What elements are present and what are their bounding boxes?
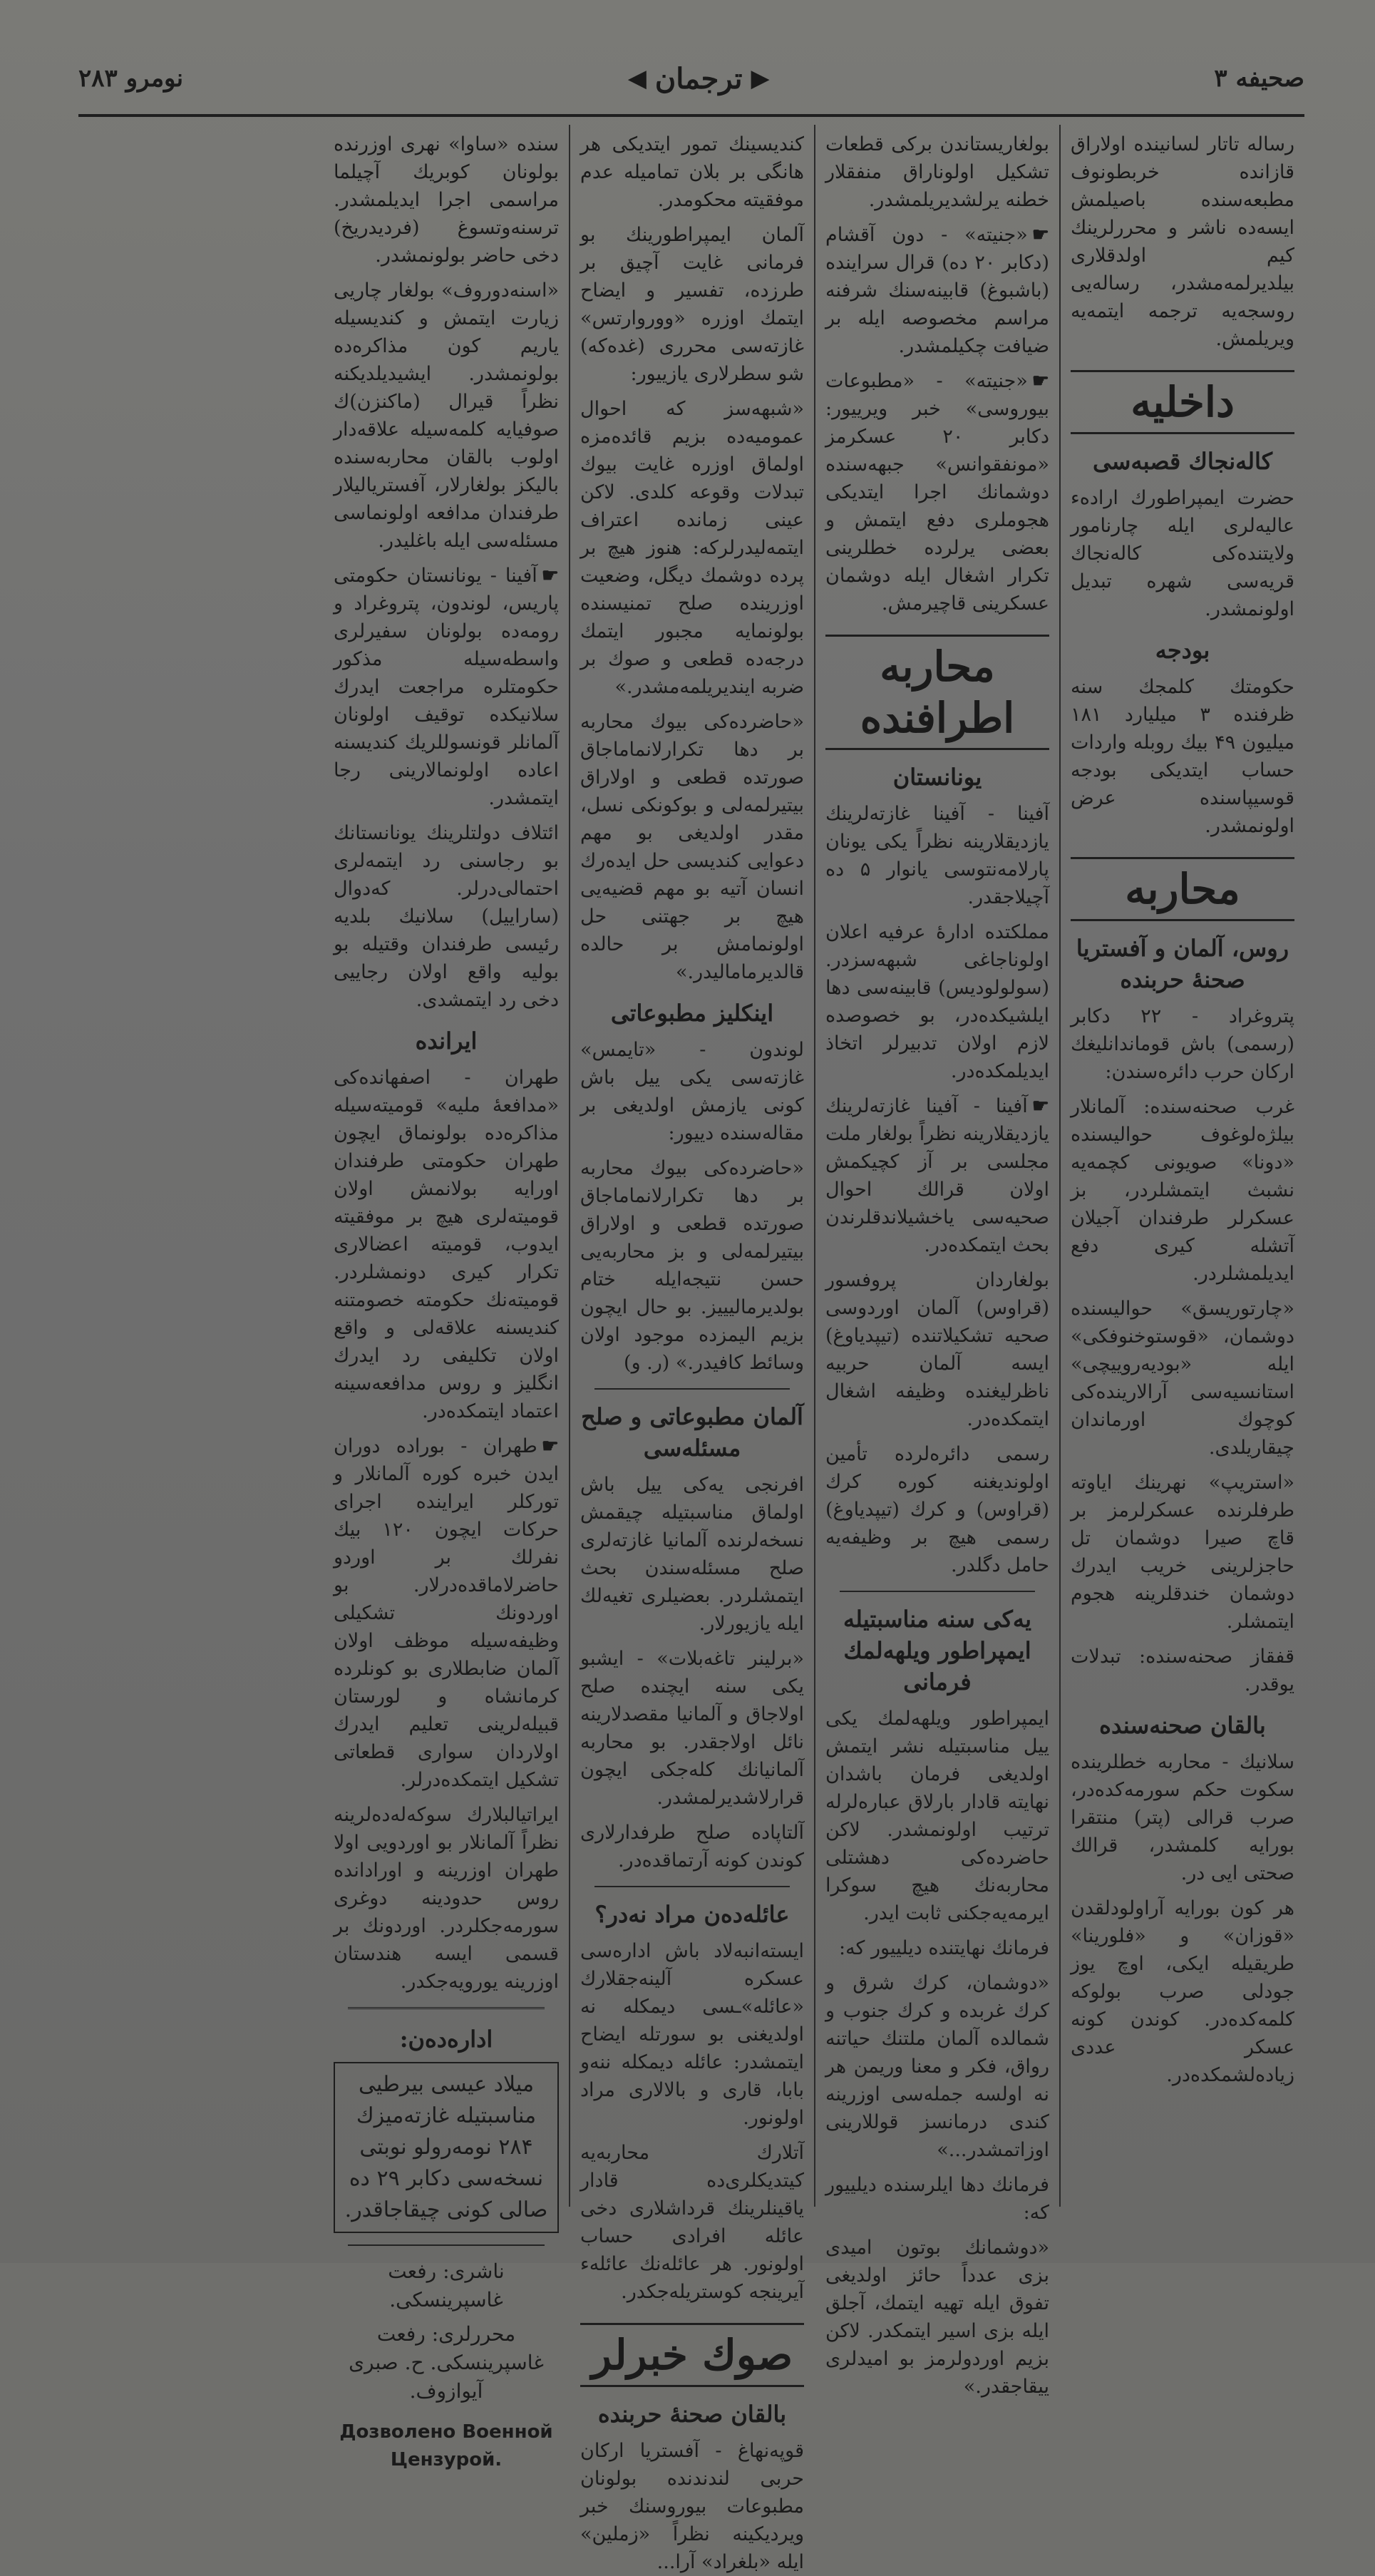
kalanjak-heading: كاله‌نجاك قصبه‌سی: [1092, 448, 1273, 475]
news-paragraph: [825, 221, 1049, 360]
german-press-heading: آلمان مطبوعاتی و صلح مسئله‌سی: [581, 1403, 803, 1462]
news-paragraph: آلمان ایمپراطورینك بو فرمانی غایت آچیق بر طرزده، تفسیر و ایضاح ایتمك اوزره «ووروارتس» غازته‌سی محرری (غده‌كه) شو سطرلاری یازییور:: [580, 224, 804, 385]
divider: [840, 1591, 1035, 1592]
english-press-heading: اینكلیز مطبوعاتی: [610, 1000, 774, 1027]
kalanjak-paragraph: حضرت ایمپراطورك اراده‌ء عالیه‌لری ایله چارنامور ولایتنده‌كی كاله‌نجاك قریه‌سی شهره تبدیل اولونمشدر.: [1071, 487, 1294, 620]
iran-paragraph: طهران - اصفهانده‌كی «مدافعهٔ ملیه» قومیته‌سیله مذاكره‌ده بولونماق ایچون طهران حكومتی طرفندان اورایه بولانمش اولان قومیته‌لری هیچ بر موفقیته ایدوب، قومیته اعضالاری تكرار كیری دونمشلردر. قومیته‌نك حكومته خصومتنه كندیسنه علاقه‌لی و واقع اولان تكلیفی رد ایدرك انگلیز و روس مدافعه‌سینه اعتماد ایتمكده‌در.: [334, 1067, 559, 1422]
administration-notice: میلاد عیسی بیرطیی مناسبتیله غازته‌میزك ۲۸۴ نومه‌رولو نوبتی نسخه‌سی دكابر ۲۹ ده صالی كونی چیقاجاقدر.: [334, 2062, 559, 2233]
pointing-hand-icon: ☛: [1031, 224, 1049, 246]
newspaper-title: ترجمان: [654, 61, 743, 96]
new-year-paragraph: ایمپراطور ویلهه‌لمك یكی ییل مناسبتیله نشر ایتمش اولدیغی فرمان باشدان نهایته قادار بارلاق عباره‌لرله ترتیب اولونمشدر. لاكن حاضرده‌كی دهشتلی محاربه‌نك هیچ سوكرا ایرمه‌یه‌جكنی ثابت ایدر.: [825, 1708, 1049, 1924]
section-title-latest-news: صوك خبرلر: [580, 2323, 804, 2387]
english-press-paragraph: «حاضرده‌كی بیوك محاربه بر دها تكرارلانماماجاق صورتده قطعی و اولاراق بیتیرلمه‌لی و بز محاربه‌یی حسن نتیجه‌ایله ختام بولدیرمالیییز. بو حال ایچون بزیم الیمزده موجود اولان وسائط كافیدر.» (ر. و): [580, 1157, 804, 1374]
iran-paragraph: ایراتیالبلارك سوكه‌له‌ده‌لرینه نظراً آلمانلار بو اوردویی اولا طهران اوزرینه و اورادانده روس حدودینه دوغری سورمه‌جكلردر. اوردونك بر قسمی ایسه هندستان اوزرینه یورویه‌جكدر.: [334, 1804, 559, 1993]
iran-heading: ایرانده: [415, 1027, 478, 1054]
intro-paragraph: رساله تاتار لسانینده اولاراق قازانده خربطونوف مطبعه‌سنده باصیلمش ایسه‌ده ناشر و محررلرینك كیم اولدقلاری بیلدیرلمه‌مشدر، رساله‌یی روسجه‌یه ترجمه ایتمه‌یه ویریلمش.: [1071, 133, 1294, 350]
greece-paragraph: [825, 1092, 1049, 1259]
news-text: «جنیته» - «مطبوعات بیوروسی» خبر ویرییور: دكابر ۲۰ عسكرمز «مونفقوانس» جبهه‌سنده دوشمانك اجرا ایتدیكی هجوملری دفع ایتمش و بعضی یرلرده خطلرینی تكرار اشغال ایله دوشمان عسكرینی قاچیرمش.: [825, 370, 1049, 615]
latest-news-subheading: بالقان صحنهٔ حربنده: [597, 2401, 787, 2428]
iran-text: طهران - بوراده دوران ایدن خبره كوره آلمانلار و توركلر ایراینده اجرای حركات ایچون ۱۲۰ بیك نفرلك بر اوردو حاضرلاماقده‌درلار. بو اوردونك تشكیلی وظیفه‌سیله موظف اولان آلمان ضابطلاری بو كونلرده كرمانشاه و لورستان قبیله‌لرینی تعلیم ایدرك اولاردان سواری قطعاتی تشكیل ایتمكده‌درلر.: [334, 1435, 559, 1791]
german-press-paragraph: آلتاپاده صلح طرفدارلاری كوندن كونه آرتماقده‌در.: [580, 1822, 804, 1872]
news-paragraph: [825, 367, 1049, 617]
latest-news-paragraph: قوپه‌نهاغ - آفستریا اركان حربی لندندنده بولونان مطبوعات بیوروسنك خبر ویردیكینه نظراً «زملین» ایله «بلغراد» آرا...: [580, 2440, 804, 2573]
section-title-around-war: محاربه اطرافنده: [825, 635, 1049, 750]
balkan-paragraph: سلانیك - محاربه خطلرینده سكوت حكم سورمه‌كده‌در، صرب قرالی (پتر) منتقرا بورایه كلمشدر، قرالك صحتی ایی در.: [1071, 1751, 1294, 1884]
greece-heading: یونانستان: [892, 764, 982, 791]
new-year-paragraph: فرمانك دها ایلرسنده دیلییور كه:: [825, 2174, 1049, 2224]
athens-text: آفینا - یونانستان حكومتی پاریس، لوندون، پتروغراد و رومه‌ده بولونان سفیرلری واسطه‌سیله مذكور حكومتلره مراجعت ایدرك سلانیكده توقیف اولونان آلمانلر قونسوللریك كندیسنه اعاده اولونمالارینی رجا ایتمشدر.: [334, 565, 559, 809]
censorship-note: Дозволено Военной Цензурой.: [339, 2421, 553, 2470]
divider: [348, 2007, 545, 2012]
news-paragraph: سنده «ساوا» نهری اوزرنده بولونان كوبریك آچیلما مراسمی اجرا ایدیلمشدر. ترسنه‌وتسوغ (فردیدریخ) دخی حاضر بولونمشدر.: [334, 133, 559, 267]
section-title-war: محاربه: [1071, 857, 1294, 921]
balkan-paragraph: هر كون بورایه آراولودلقدن «قوزان» و «فلورینا» طریقیله ایكی، اوچ یوز جودلی صرب بولوكه كلمه‌كده‌در. كوندن كونه عسكر عددی زیاده‌لشمكده‌در.: [1071, 1897, 1294, 2086]
war-paragraph: «استریپ» نهرینك ایاوته طرفلرنده عسكرلرمز بر قاچ صیرا دوشمان تل حاجزلرینی خریب ایدرك دوشمان خندقلرینه هجوم ایتمشلر.: [1071, 1472, 1294, 1633]
family-question-paragraph: آتلارك محاربه‌یه كیتدیكلری‌ده قادار یاقینلرینك قرداشلاری دخی عائله افرادی حساب اولونور. هر عائله‌نك عائله‌ء آیرینجه كوستریله‌جكدر.: [580, 2142, 804, 2303]
news-paragraph: «شبهه‌سز كه احوال عمومیه‌ده بزیم قائده‌مزه اولماق اوزره غایت بیوك تبدلات وقوعه كلدی. لاكن عینی زمانده اعتراف ایتمه‌لیدرلركه: هنوز هیچ بر پرده دوشمك دیگل، وضعیت اوزرینده صلح تمنیسنده بولونمایه مجبور ایتمك درجه‌ده قطعی و صوك بر ضربه ایندیریلمه‌مشدر.»: [580, 398, 804, 698]
masthead-title-block: [628, 62, 770, 96]
news-text: «جنیته» - دون آقشام (دكابر ۲۰ ده) قرال سراینده (باشبوغ) قابینه‌سنك شرفنه مراسم مخصوصه ایله بر ضیافت چكیلمشدر.: [825, 224, 1049, 357]
right-ornament-icon: ▶: [751, 64, 770, 93]
column-3: [569, 125, 814, 2573]
columns: [78, 125, 1304, 2573]
editors-line: محررلری: رفعت غاسپرینسكی. ح. صبری آیوازوف.: [349, 2322, 544, 2403]
issue-number: نومرو ۲۸۳: [78, 64, 184, 93]
page-number: صحیفه ۳: [1214, 64, 1304, 93]
new-year-heading: یه‌كی سنه مناسبتیله ایمپراطور ویلهه‌لمك فرمانی: [843, 1606, 1031, 1695]
greece-paragraph: آفینا - آفینا غازته‌لرینك یازدیقلارینه نظراً یكی یونان پارلامه‌نتوسی یانوار ۵ ده آچیلاجقدر.: [825, 803, 1049, 908]
war-paragraph: قفقاز صحنه‌سنده: تبدلات یوقدر.: [1071, 1646, 1294, 1695]
iran-paragraph: [334, 1432, 559, 1794]
left-ornament-icon: ◀: [627, 64, 647, 93]
balkan-heading: بالقان صحنه‌سنده: [1099, 1712, 1266, 1739]
pointing-hand-icon: ☛: [541, 1435, 559, 1457]
greece-paragraph: مملكتده ادارهٔ عرفیه اعلان اولوناجاغی شبهه‌سزدر. (سولولودیس) قابینه‌سی دها ایلشیكده‌در، بو خصوصده لازم اولان تدبیرلر اتخاذ ایدیلمكده‌در.: [825, 921, 1049, 1082]
new-year-paragraph: «دوشمانك بوتون امیدی بزی عدداً حائز اولدیغی تفوق ایله تهیه ایتمك، آجلق ایله بزی اسیر ایتمكدر. لاكن بزیم اوردولرمز بو امیدلری ییقاجقدر.»: [825, 2237, 1049, 2398]
section-title-domestic: داخلیه: [1071, 370, 1294, 434]
war-paragraph: پترو‌غراد - ۲۲ دكابر (رسمی) باش قوماندانلیغك اركان حرب دائره‌سندن:: [1071, 1005, 1294, 1083]
english-press-paragraph: لوندون - «تایمس» غازته‌سی یكی ییل باش كونی یازمش اولدیغی بر مقاله‌سنده دییور:: [580, 1039, 804, 1144]
german-press-paragraph: افرنجی یه‌كی ییل باش اولماق مناسبتیله چیقمش نسخه‌لرنده آلمانیا غازته‌لری صلح مسئله‌سندن بحث ایتمشلردر. بعضیلری تغیه‌لك ایله یازیورلار.: [580, 1474, 804, 1635]
column-4: [324, 125, 569, 2470]
pointing-hand-icon: ☛: [541, 565, 559, 587]
column-2: [814, 125, 1059, 2398]
news-paragraph: كندیسینك تمور ایتدیكی هر هانگی بر بلان تمامیله عدم موفقیته محكومدر.: [580, 133, 804, 211]
german-press-paragraph: «برلینر تاغه‌بلات» - ایشبو یكی سنه ایچنده صلح اولاجاق و آلمانیا مقصدلارینه نائل اولاجقدر. بو محاربه آلمانیانك كله‌جكی ایچون قرارلاشدیرلمشدر.: [580, 1648, 804, 1809]
publisher-line: ناشری: رفعت غاسپرینسكی.: [388, 2259, 505, 2311]
pointing-hand-icon: ☛: [1031, 1095, 1049, 1117]
masthead: [78, 43, 1304, 117]
athens-paragraph: ائتلاف دولتلرینك یونانستانك بو رجاسنی رد ایتمه‌لری احتمالی‌درلر. كه‌دوال (ساراییل) سلانیك بلدیه رئیسی طرفندان وقتیله بو بولیه واقع اولان رجاییی دخی رد ایتمشدی.: [334, 822, 559, 1011]
pointing-hand-icon: ☛: [1031, 370, 1049, 392]
new-year-paragraph: فرمانك نهایتنده دیلییور كه:: [838, 1937, 1049, 1959]
column-1: [1059, 125, 1304, 2207]
divider: [348, 2244, 545, 2246]
family-question-heading: عائله‌ده‌ن مراد نه‌در؟: [594, 1901, 790, 1928]
administration-heading: اداره‌ده‌ن:: [399, 2026, 493, 2053]
war-paragraph: «چارتوریسق» حوالیسنده دوشمان، «قوستوخنوفكی» ایله «بودیه‌روییچی» استانسیه‌سی آرالارینده‌كی كوچوك اورماندان چیقاریلدی.: [1071, 1298, 1294, 1459]
athens-paragraph: [334, 562, 559, 812]
war-subheading: روس، آلمان و آفستریا صحنهٔ حربنده: [1076, 935, 1289, 993]
greece-paragraph: بولغاردان پروفسور (قراوس) آلمان اوردوسی صحیه تشكیلاتنده (تیپدیاوغ) ایسه آلمان حربیه ناظرلیغنده وظیفه اشغال ایتمكده‌در.: [825, 1269, 1049, 1430]
divider: [594, 1886, 790, 1887]
budget-paragraph: حكومتك كلمجك سنه ظرفنده ۳ میلیارد ۱۸۱ میلیون ۴۹ بیك روبله واردات حساب ایتدیكی بودجه قوسیپاسنده عرض اولونمشدر.: [1071, 676, 1294, 837]
news-paragraph: «اسنه‌دوروف» بولغار چاریی زیارت ایتمش و كندیسیله یاریم كون مذاكره‌ده بولونمشدر. ایشیدیلدیكنه نظراً قیرال (ماكنزن)ك صوفیایه كلمه‌سیله علاقه‌دار اولوب بالقان محاربه‌سنده بالیكز بولغارلار، آفستریالیلار طرفندان مدافعه اولونماسی مسئله‌سی ایله باغلیدر.: [334, 279, 559, 552]
divider: [594, 1388, 790, 1390]
news-paragraph: بولغاریستاندن بركی قطعات تشكیل اولوناراق منفقلار خطنه یرلشدیریلمشدر.: [825, 133, 1049, 211]
new-year-paragraph: «دوشمان، كرك شرق و كرك غربده و كرك جنوب و شمالده آلمان ملتنك حیاتنه رواق، فكر و معنا وریمن هر نه اولسه جمله‌سی اوزرینه كندی درمانسز قوللارینی اوزاتمشدر...»: [825, 1972, 1049, 2161]
budget-heading: بودجه: [1155, 637, 1210, 664]
greece-paragraph: رسمی دائره‌لرده تأمین اولوندیغنه كوره كرك (قراوس) و كرك (تیپدیاوغ) رسمی هیچ بر وظیفه‌یه حامل دگلدر.: [825, 1443, 1049, 1576]
news-paragraph: «حاضرده‌كی بیوك محاربه بر دها تكرارلانماماجاق صورتده قطعی و اولاراق بیتیرلمه‌لی و بوكونكی نسل، مقدر اولدیغی بو مهم دعوایی كندیسی حل ایده‌رك انسان آتیه بو مهم قضیه‌یی هیچ بر جهتنی حل اولونمامش بر حالده قالدیرمامالیدر.»: [580, 711, 804, 983]
greece-text: آفینا - آفینا غازته‌لرینك یازدیقلارینه نظراً بولغار ملت مجلسی بر آز كچیكمش اولان قرالك احوال صحیه‌سی یاخشیلاندقلرندن بحث ایتمكده‌در.: [825, 1095, 1049, 1256]
war-paragraph: غرب صحنه‌سنده: آلمانلار بیلژه‌لوغوف حوالیسنده «دونا» صویونی كچمه‌یه نشبث ایتمشلردر، بز عسكرلر طرفندان آجیلان آتشله كیری دفع ایدیلمشلردر.: [1071, 1096, 1294, 1285]
family-question-paragraph: ایسته‌انبه‌لاد باش اداره‌سی عسكره آلینه‌جقلارك «عائله»ـسی دیمكله نه اولدیغنی بو سورتله ایضاح ایتمشدر: عائله دیمكله ننه‌و بابا، قاری و بالالاری مراد اولونور.: [580, 1940, 804, 2129]
